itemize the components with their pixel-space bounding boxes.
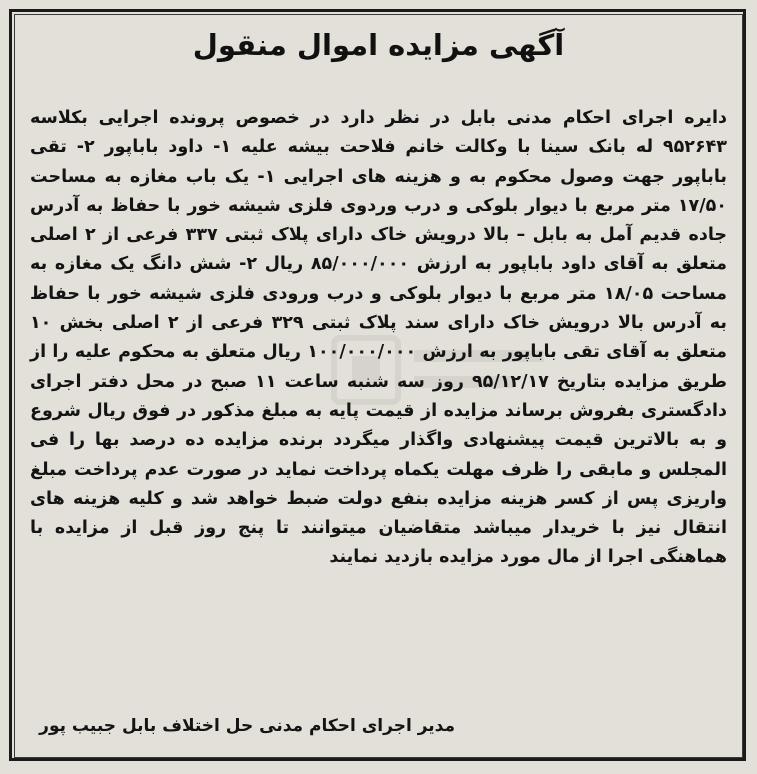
notice-signature: مدیر اجرای احکام مدنی حل اختلاف بابل جبیب پور bbox=[39, 716, 455, 736]
notice-body: دایره اجرای احکام مدنی بابل در نظر دارد در خصوص پرونده اجرایی بکلاسه ۹۵۲۶۴۳ له بانک سینا با وکالت خانم فلاحت بیشه علیه ۱- داود باباپور ۲- تقی باباپور جهت وصول محکوم به و هزینه های اجرایی ۱- یک باب مغازه به مساحت ۱۷/۵۰ متر مربع با دیوار بلوکی و درب وردوی فلزی شیشه خور با حفاظ به آدرس جاده قدیم آمل به بابل – بالا درویش خاک دارای پلاک ثبتی ۳۳۷ فرعی از ۲ اصلی متعلق به آقای داود باباپور به ارزش ۸۵/۰۰۰/۰۰۰ ریال ۲- شش دانگ یک مغازه به مساحت ۱۸/۰۵ متر مربع با دیوار بلوکی و درب ورودی فلزی شیشه خور با حفاظ به آدرس بالا درویش خاک دارای سند پلاک ثبتی ۳۲۹ فرعی از ۲ اصلی بخش ۱۰ متعلق به آقای تقی باباپور به ارزش ۱۰۰/۰۰۰/۰۰۰ ریال متعلق به محکوم علیه را از طریق مزایده بتاریخ ۹۵/۱۲/۱۷ روز سه شنبه ساعت ۱۱ صبح در محل دفتر اجرای دادگستری بفروش برساند مزایده از قیمت پایه به مبلغ مذکور در فوق ریال شروع و به بالاترین قیمت پیشنهادی واگذار میگردد برنده مزایده ده درصد بها را فی المجلس و مابقی را ظرف مهلت یکماه پرداخت نماید در صورت عدم پرداخت مبلغ واریزی پس از کسر هزینه مزایده بنفع دولت ضبط خواهد شد و کلیه هزینه های انتقال نیز با خریدار میباشد متقاضیان میتوانند تا پنج روز قبل از مزایده با هماهنگی اجرا از مال مورد مزایده بازدید نمایند bbox=[30, 108, 728, 568]
notice-title: آگهی مزایده اموال منقول bbox=[192, 28, 565, 62]
